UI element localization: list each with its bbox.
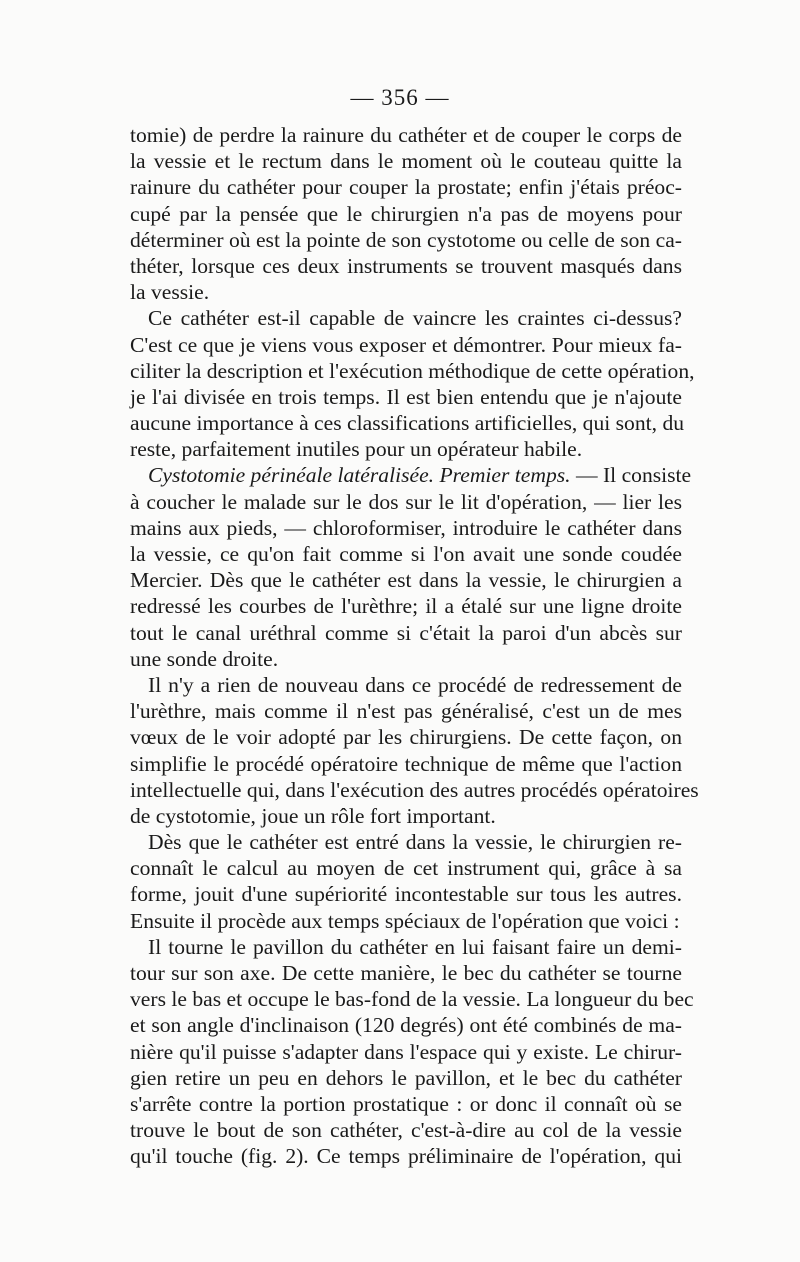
text-line: ciliter la description et l'exécution méthodique de cette opération, [130, 358, 695, 383]
text-line: vœux de le voir adopté par les chirurgiens. De cette façon, on [130, 725, 682, 750]
text-line: redressé les courbes de l'urèthre; il a étalé sur une ligne droite [130, 594, 682, 619]
text-line: tour sur son axe. De cette manière, le bec du cathéter se tourne [130, 961, 682, 985]
text-line: la vessie et le rectum dans le moment où le couteau quitte la [130, 149, 682, 174]
paragraph [130, 462, 692, 672]
paragraph [130, 672, 699, 829]
text-line: simplifie le procédé opératoire technique de même que l'action [130, 751, 682, 776]
text-line [130, 462, 692, 488]
text-line: Ensuite il procède aux temps spéciaux de l'opération que voici : [130, 908, 680, 933]
text-line: théter, lorsque ces deux instruments se trouvent masqués dans [130, 253, 682, 278]
body-text [130, 122, 699, 1170]
text-line: la vessie, ce qu'on fait comme si l'on avait une sonde coudée [130, 542, 682, 566]
paragraph [130, 829, 682, 934]
text-line: connaît le calcul au moyen de cet instrument qui, grâce à sa [130, 856, 682, 881]
paragraph [130, 934, 694, 1170]
text-line: tout le canal uréthral comme si c'était la paroi d'un abcès sur [130, 620, 682, 645]
text-line: Dès que le cathéter est entré dans la vessie, le chirurgien re- [148, 830, 682, 855]
italic-heading: Cystotomie périnéale latéralisée. Premier temps. [148, 463, 571, 488]
text-line: de cystotomie, joue un rôle fort important. [130, 803, 496, 828]
text-line: cupé par la pensée que le chirurgien n'a pas de moyens pour [130, 201, 682, 226]
text-line: Il n'y a rien de nouveau dans ce procédé de redressement de [148, 672, 682, 697]
text-line: nière qu'il puisse s'adapter dans l'espace qui y existe. Le chirur- [130, 1039, 682, 1064]
text-line: qu'il touche (fig. 2). Ce temps préliminaire de l'opération, qui [130, 1144, 682, 1169]
text-line: une sonde droite. [130, 646, 279, 671]
text-line: et son angle d'inclinaison (120 degrés) ont été combinés de ma- [130, 1013, 682, 1038]
page-number: — 356 — [350, 85, 450, 110]
text-line: à coucher le malade sur le dos sur le lit d'opération, — lier les [130, 489, 682, 514]
text-run: — Il consiste [570, 463, 692, 488]
text-line: gien retire un peu en dehors le pavillon, et le bec du cathéter [130, 1065, 682, 1090]
text-line: Il tourne le pavillon du cathéter en lui faisant faire un demi- [148, 934, 682, 959]
text-line: trouve le bout de son cathéter, c'est-à-dire au col de la vessie [130, 1118, 682, 1143]
text-line: je l'ai divisée en trois temps. Il est bien entendu que je n'ajoute [130, 384, 682, 409]
text-line: C'est ce que je viens vous exposer et démontrer. Pour mieux fa- [130, 332, 682, 357]
text-line: forme, jouit d'une supériorité incontestable sur tous les autres. [130, 882, 682, 907]
text-line: intellectuelle qui, dans l'exécution des autres procédés opératoires [130, 777, 699, 802]
text-line: déterminer où est la pointe de son cystotome ou celle de son ca- [130, 227, 682, 252]
text-line: tomie) de perdre la rainure du cathéter et de couper le corps de [130, 123, 682, 147]
text-line: Ce cathéter est-il capable de vaincre les craintes ci-dessus? [148, 306, 682, 331]
text-line: Mercier. Dès que le cathéter est dans la vessie, le chirurgien a [130, 568, 682, 593]
paragraph [130, 122, 682, 305]
text-line: la vessie. [130, 280, 210, 305]
text-line: rainure du cathéter pour couper la prostate; enfin j'étais préoc- [130, 175, 682, 200]
text-line: l'urèthre, mais comme il n'est pas généralisé, c'est un de mes [130, 699, 682, 724]
text-line: aucune importance à ces classifications artificielles, qui sont, du [130, 411, 685, 436]
text-line: mains aux pieds, — chloroformiser, introduire le cathéter dans [130, 515, 682, 540]
text-line: s'arrête contre la portion prostatique : or donc il connaît où se [130, 1091, 682, 1116]
text-line: vers le bas et occupe le bas-fond de la vessie. La longueur du bec [130, 987, 694, 1012]
paragraph [130, 305, 695, 462]
text-line: reste, parfaitement inutiles pour un opérateur habile. [130, 437, 583, 462]
